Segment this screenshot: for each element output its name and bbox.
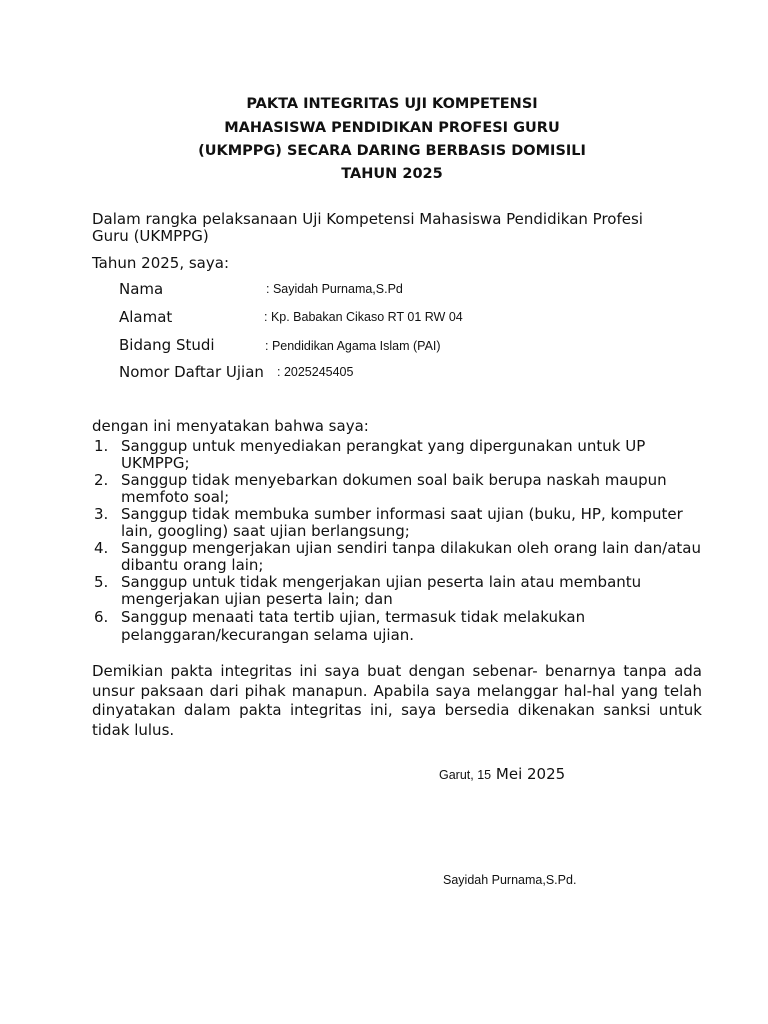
list-item-text: Sanggup tidak membuka sumber informasi saat ujian (buku, HP, komputer lain, googling) saat ujian berlangsung; xyxy=(121,505,683,540)
closing-paragraph: Demikian pakta integritas ini saya buat dengan sebenar- benarnya tanpa ada unsur paksaan dari pihak manapun. Apabila saya melanggar hal-hal yang telah dinyatakan dalam pakta integritas ini, saya bersedia dikenakan sanksi untuk tidak lulus. xyxy=(92,662,702,739)
signature-place-day: Garut, 15 xyxy=(439,768,492,782)
declaration-list xyxy=(92,438,704,644)
name-value: : Sayidah Purnama,S.Pd xyxy=(266,282,403,296)
list-item-text: Sanggup untuk tidak mengerjakan ujian peserta lain atau membantu mengerjakan ujian peserta lain; dan xyxy=(121,573,642,608)
list-item-text: Sanggup menaati tata tertib ujian, termasuk tidak melakukan pelanggaran/kecurangan selama ujian. xyxy=(121,608,586,644)
list-item-number: 4. xyxy=(94,539,109,557)
list-item xyxy=(92,472,704,506)
document-title-line-2: MAHASISWA PENDIDIKAN PROFESI GURU xyxy=(224,120,560,136)
list-item xyxy=(92,506,704,540)
exam-number-value: : 2025245405 xyxy=(277,365,354,379)
signer-name: Sayidah Purnama,S.Pd. xyxy=(443,873,577,887)
list-item xyxy=(92,608,704,644)
document-title-line-4: TAHUN 2025 xyxy=(341,166,443,182)
signature-date xyxy=(439,765,565,783)
list-item xyxy=(92,540,704,574)
address-label: Alamat xyxy=(119,308,173,326)
document-title-line-1: PAKTA INTEGRITAS UJI KOMPETENSI xyxy=(246,96,538,112)
list-item-number: 1. xyxy=(94,437,109,455)
study-field-value: : Pendidikan Agama Islam (PAI) xyxy=(265,339,441,353)
intro-line-1: Dalam rangka pelaksanaan Uji Kompetensi Mahasiswa Pendidikan Profesi xyxy=(92,210,643,228)
name-label: Nama xyxy=(119,280,164,298)
list-item-number: 2. xyxy=(94,471,109,489)
address-value: : Kp. Babakan Cikaso RT 01 RW 04 xyxy=(264,310,463,324)
document-title-line-3: (UKMPPG) SECARA DARING BERBASIS DOMISILI xyxy=(198,143,586,159)
list-item-number: 5. xyxy=(94,573,109,591)
signature-month-year: Mei 2025 xyxy=(495,765,566,783)
list-item-number: 6. xyxy=(94,608,109,626)
exam-number-label: Nomor Daftar Ujian xyxy=(119,363,264,381)
list-item-text: Sanggup mengerjakan ujian sendiri tanpa dilakukan oleh orang lain dan/atau dibantu orang lain; xyxy=(121,539,701,574)
intro-line-3: Tahun 2025, saya: xyxy=(92,254,229,272)
declaration-intro: dengan ini menyatakan bahwa saya: xyxy=(92,417,369,435)
list-item xyxy=(92,574,704,608)
list-item-number: 3. xyxy=(94,505,109,523)
intro-line-2: Guru (UKMPPG) xyxy=(92,227,209,245)
list-item-text: Sanggup tidak menyebarkan dokumen soal baik berupa naskah maupun memfoto soal; xyxy=(121,471,667,506)
study-field-label: Bidang Studi xyxy=(119,336,215,354)
list-item xyxy=(92,438,704,472)
list-item-text: Sanggup untuk menyediakan perangkat yang dipergunakan untuk UP UKMPPG; xyxy=(121,437,646,472)
